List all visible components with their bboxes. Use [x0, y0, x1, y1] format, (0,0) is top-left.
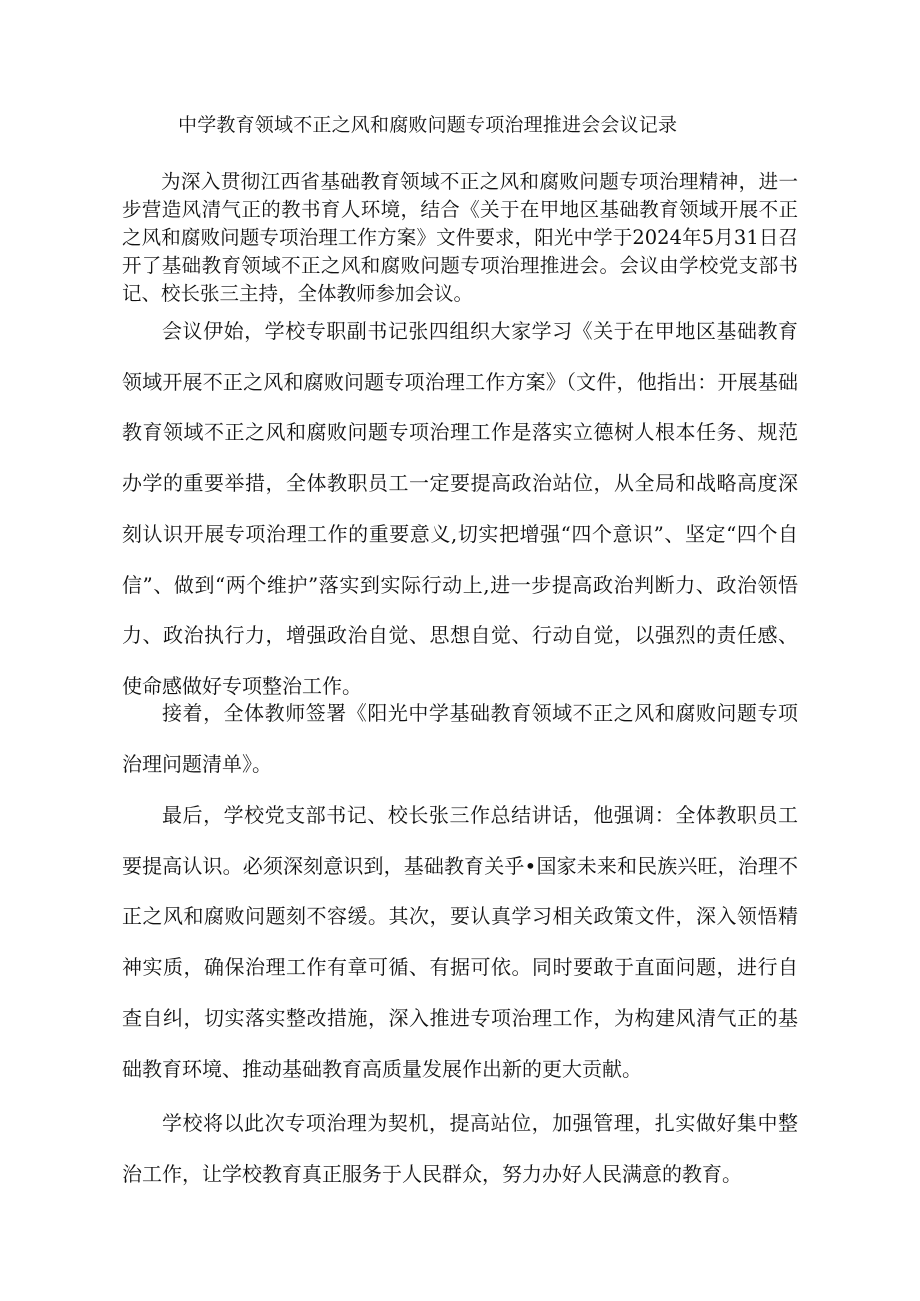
paragraph-meeting-opening: 会议伊始，学校专职副书记张四组织大家学习《关于在甲地区基础教育领域开展不正之风和腐败问题专项治理工作方案》（文件，他指出：开展基础教育领域不正之风和腐败问题专项治理工作是落实立德树人根本任务、规范办学的重要举措，全体教职员工一定要提高政治站位，从全局和战略高度深刻认识开展专项治理工作的重要意义,切实把增强“四个意识”、坚定“四个自信”、做到“两个维护”落实到实际行动上,进一步提高政治判断力、政治领悟力、政治执行力，增强政治自觉、思想自觉、行动自觉，以强烈的责任感、使命感做好专项整治工作。 [122, 319, 798, 698]
paragraph-summary-speech: 最后，学校党支部书记、校长张三作总结讲话，他强调：全体教职员工要提高认识。必须深刻意识到，基础教育关乎•国家未来和民族兴旺，治理不正之风和腐败问题刻不容缓。其次，要认真学习相关政策文件，深入领悟精神实质，确保治理工作有章可循、有据可依。同时要敢于直面问题，进行自查自纠，切实落实整改措施，深入推进专项治理工作，为构建风清气正的基础教育环境、推动基础教育高质量发展作出新的更大贡献。 [122, 803, 798, 1081]
paragraph-conclusion: 学校将以此次专项治理为契机，提高站位，加强管理，扎实做好集中整治工作，让学校教育真正服务于人民群众，努力办好人民满意的教育。 [122, 1111, 798, 1186]
paragraph-intro: 为深入贯彻江西省基础教育领域不正之风和腐败问题专项治理精神，进一步营造风清气正的教书育人环境，结合《关于在甲地区基础教育领域开展不正之风和腐败问题专项治理工作方案》文件要求，阳光中学于2024年5月31日召开了基础教育领域不正之风和腐败问题专项治理推进会。会议由学校党支部书记、校长张三主持，全体教师参加会议。 [122, 170, 798, 305]
paragraph-signing: 接着，全体教师签署《阳光中学基础教育领域不正之风和腐败问题专项治理问题清单》。 [122, 701, 798, 776]
document-title: 中学教育领域不正之风和腐败问题专项治理推进会会议记录 [178, 114, 678, 136]
